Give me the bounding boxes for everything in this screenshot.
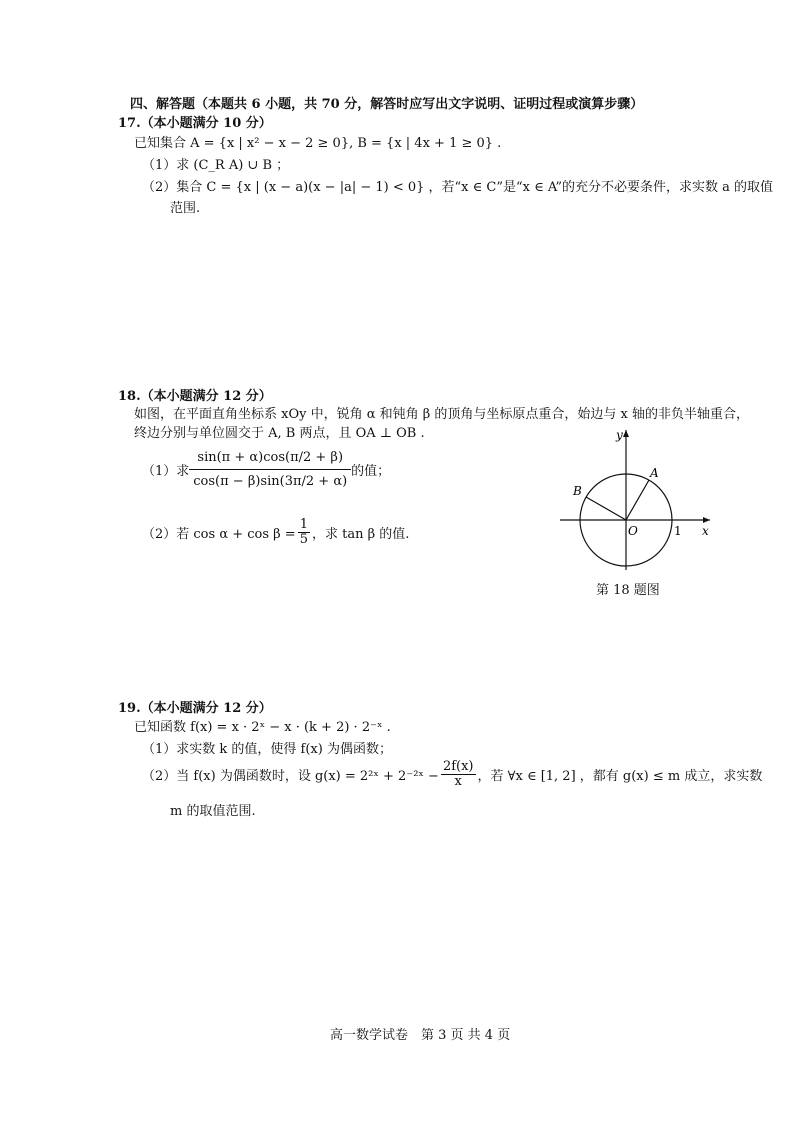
q18-part1-suffix: 的值；	[351, 464, 391, 479]
q18-part2-denominator: 5	[299, 532, 308, 547]
q19-part1: （1）求实数 k 的值，使得 f(x) 为偶函数；	[142, 742, 392, 757]
q18-part1-fraction	[189, 448, 351, 491]
x-axis-arrow	[703, 517, 710, 523]
q17-part2-cont: 范围.	[170, 201, 201, 216]
q19-part2-prefix: （2）当 f(x) 为偶函数时，设 g(x) = 2²ˣ + 2⁻²ˣ −	[142, 769, 439, 784]
q19-part2-suffix: ，若 ∀x ∈ [1, 2] ，都有 g(x) ≤ m 成立，求实数	[477, 769, 763, 784]
page-footer: 高一数学试卷 第 3 页 共 4 页	[330, 1028, 511, 1043]
section-header: 四、解答题（本题共 6 小题，共 70 分，解答时应写出文字说明、证明过程或演算步骤）	[130, 97, 644, 112]
label-B: B	[573, 484, 582, 498]
label-1: 1	[674, 524, 682, 538]
q19-part2-cont: m 的取值范围.	[170, 804, 256, 819]
figure-caption: 第 18 题图	[596, 583, 660, 598]
q18-part2-fraction	[298, 518, 310, 547]
q19-part2-numerator: 2f(x)	[442, 759, 474, 774]
q18-part1-numerator: sin(π + α)cos(π/2 + β)	[189, 448, 351, 470]
q18-part2-numerator: 1	[299, 517, 308, 532]
label-A: A	[650, 466, 659, 480]
q19-part2	[142, 760, 762, 789]
q17-title: 17.（本小题满分 10 分）	[118, 116, 272, 131]
q18-part1-denominator: cos(π − β)sin(3π/2 + α)	[193, 474, 348, 489]
q18-title: 18.（本小题满分 12 分）	[118, 389, 272, 404]
q17-part1: （1）求 (C_R A) ∪ B ；	[142, 158, 290, 173]
ray-OA	[626, 480, 649, 520]
ray-OB	[586, 497, 626, 520]
label-y: y	[616, 428, 623, 442]
unit-circle-figure	[560, 425, 720, 575]
q18-intro-line1: 如图，在平面直角坐标系 xOy 中，锐角 α 和钝角 β 的顶角与坐标原点重合，始边与 x 轴的非负半轴重合，	[134, 407, 750, 422]
label-x: x	[702, 524, 709, 538]
q19-title: 19.（本小题满分 12 分）	[118, 701, 272, 716]
q18-part2-prefix: （2）若 cos α + cos β =	[142, 527, 296, 542]
q18-part1	[142, 448, 390, 491]
q18-part2-suffix: ，求 tan β 的值.	[311, 527, 410, 542]
q19-intro: 已知函数 f(x) = x · 2ˣ − x · (k + 2) · 2⁻ˣ .	[134, 720, 391, 735]
q17-part2: （2）集合 C = {x | (x − a)(x − |a| − 1) < 0} ，若“x ∈ C”是“x ∈ A”的充分不必要条件，求实数 a 的取值	[142, 180, 774, 195]
q19-part2-denominator: x	[454, 774, 462, 789]
q19-part2-fraction	[441, 760, 476, 789]
q17-intro: 已知集合 A = {x | x² − x − 2 ≥ 0}, B = {x | 4x + 1 ≥ 0} .	[134, 136, 502, 151]
q18-part2	[142, 518, 409, 547]
q18-part1-prefix: （1）求	[142, 464, 190, 479]
y-axis-arrow	[623, 430, 629, 437]
label-O: O	[628, 524, 638, 538]
q18-intro-line2: 终边分别与单位圆交于 A, B 两点，且 OA ⊥ OB .	[134, 426, 425, 441]
